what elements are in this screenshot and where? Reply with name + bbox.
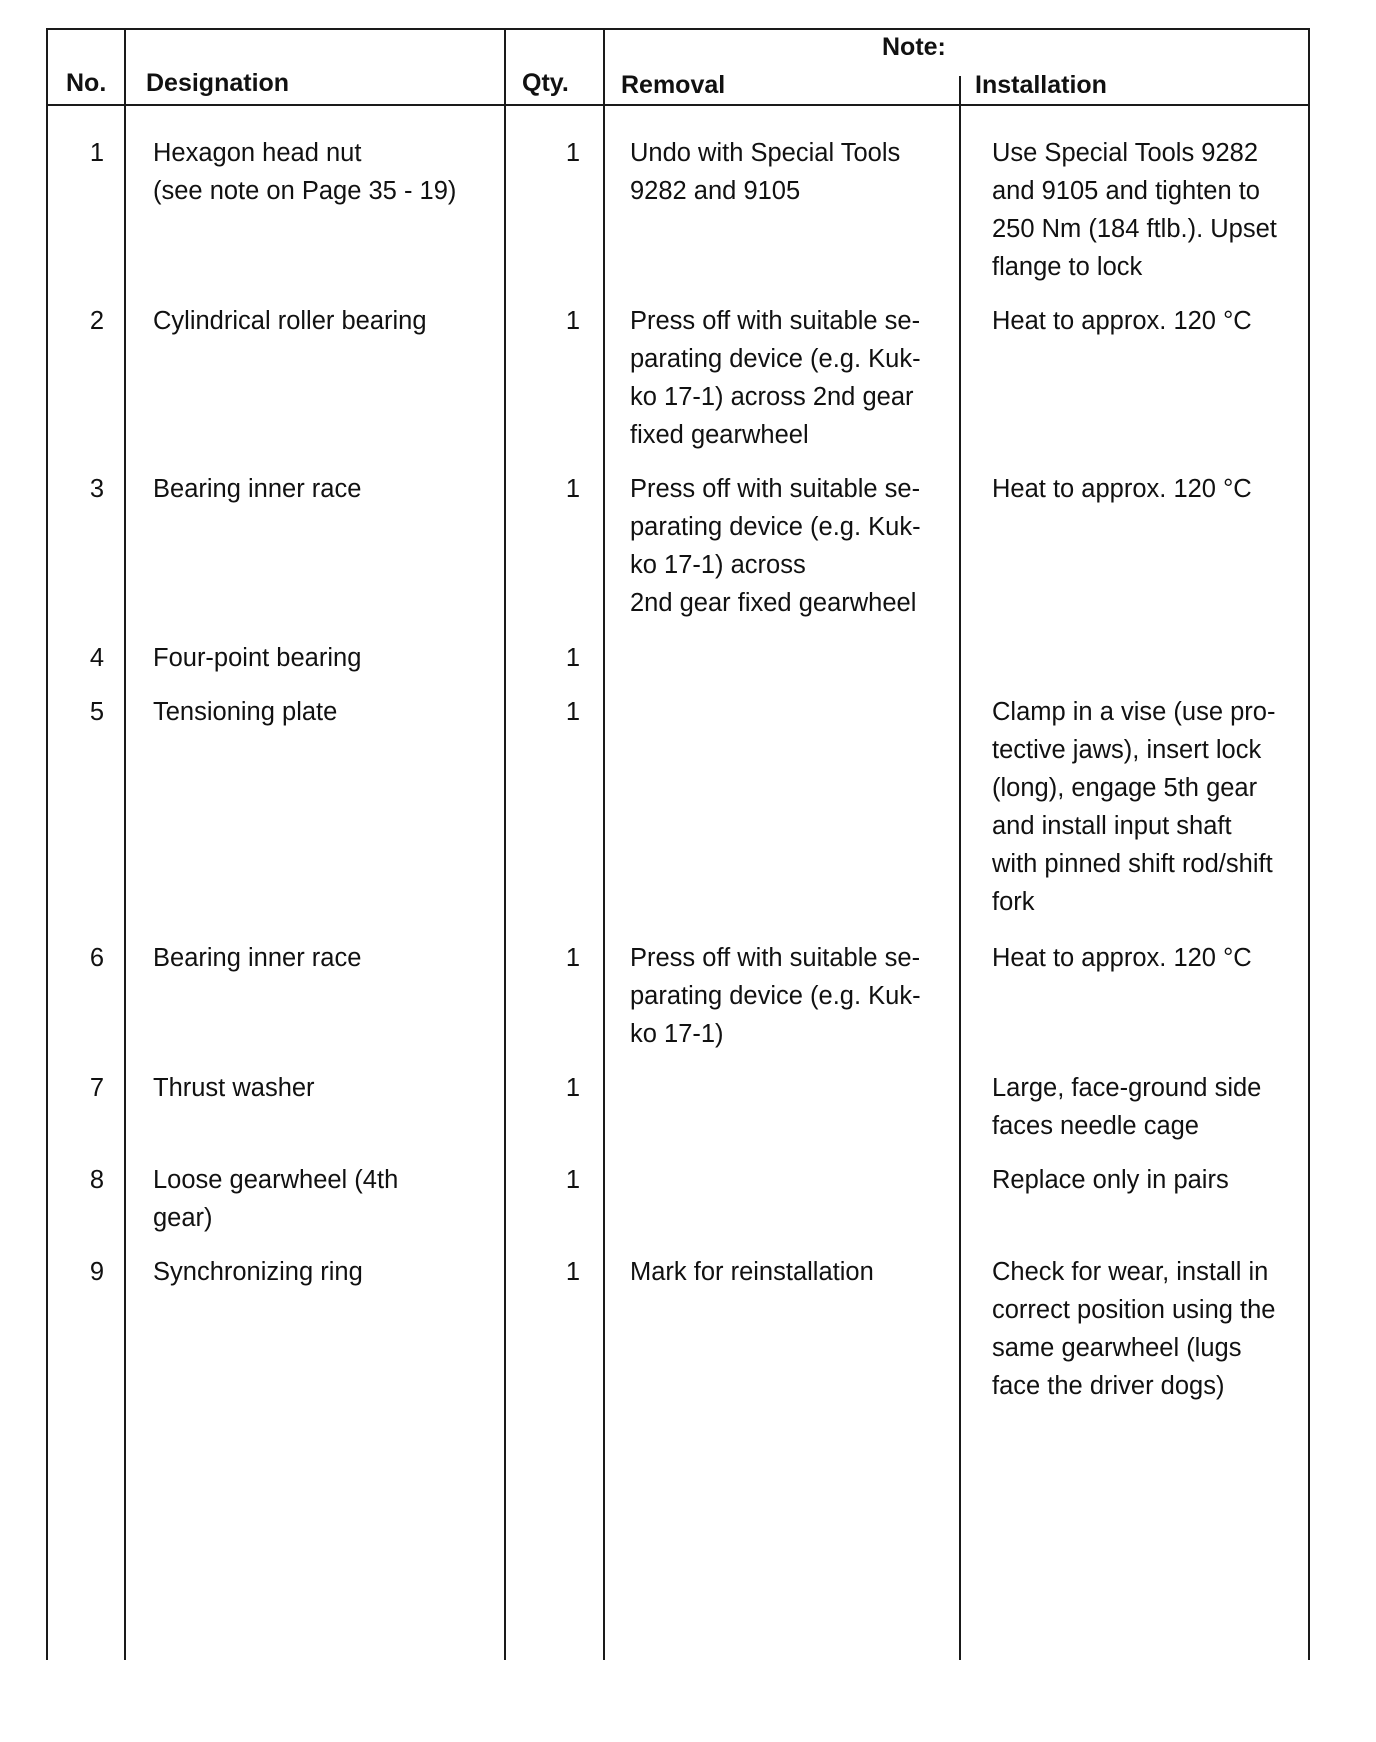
row-designation: Four-point bearing xyxy=(153,644,362,672)
row-removal: Press off with suitable se- parating device (e.g. Kuk- ko 17-1) across 2nd gear fixed gearwheel xyxy=(630,475,921,617)
column-divider-left-edge xyxy=(46,28,48,1660)
row-number: 9 xyxy=(89,1258,104,1286)
row-designation: Bearing inner race xyxy=(153,944,362,972)
row-designation: Synchronizing ring xyxy=(153,1258,363,1286)
row-installation: Check for wear, install in correct position using the same gearwheel (lugs face the driver dogs) xyxy=(992,1258,1276,1400)
row-installation: Use Special Tools 9282 and 9105 and tighten to 250 Nm (184 ftlb.). Upset flange to lock xyxy=(992,139,1277,281)
row-number: 8 xyxy=(89,1166,104,1194)
row-number: 2 xyxy=(89,307,104,335)
header-installation: Installation xyxy=(975,71,1107,99)
row-number: 4 xyxy=(89,644,104,672)
column-divider-right-edge xyxy=(1308,28,1310,1660)
row-removal: Press off with suitable se- parating device (e.g. Kuk- ko 17-1) xyxy=(630,944,921,1048)
row-quantity: 1 xyxy=(565,644,580,672)
row-quantity: 1 xyxy=(565,139,580,167)
row-designation: Tensioning plate xyxy=(153,698,338,726)
header-designation: Designation xyxy=(146,69,290,97)
row-installation: Clamp in a vise (use pro- tective jaws), insert lock (long), engage 5th gear and install input shaft with pinned shift rod/shift fork xyxy=(992,698,1276,916)
row-number: 3 xyxy=(89,475,104,503)
column-divider-qty xyxy=(603,28,605,1660)
table-top-rule xyxy=(46,28,1310,30)
header-note: Note: xyxy=(882,33,946,61)
header-no: No. xyxy=(66,69,107,97)
column-divider-designation xyxy=(504,28,506,1660)
row-installation: Replace only in pairs xyxy=(992,1166,1229,1194)
row-quantity: 1 xyxy=(565,698,580,726)
row-number: 1 xyxy=(89,139,104,167)
row-designation: Bearing inner race xyxy=(153,475,362,503)
column-divider-removal xyxy=(959,76,961,1660)
row-number: 6 xyxy=(89,944,104,972)
row-removal: Mark for reinstallation xyxy=(630,1258,874,1286)
row-quantity: 1 xyxy=(565,1074,580,1102)
row-quantity: 1 xyxy=(565,307,580,335)
header-bottom-rule xyxy=(46,104,1310,106)
row-designation: Thrust washer xyxy=(153,1074,315,1102)
header-removal: Removal xyxy=(621,71,726,99)
row-designation: Hexagon head nut (see note on Page 35 - 19) xyxy=(153,139,457,205)
row-number: 5 xyxy=(89,698,104,726)
row-quantity: 1 xyxy=(565,1258,580,1286)
row-quantity: 1 xyxy=(565,944,580,972)
row-removal: Press off with suitable se- parating device (e.g. Kuk- ko 17-1) across 2nd gear fixed gearwheel xyxy=(630,307,921,449)
header-qty: Qty. xyxy=(522,69,569,97)
row-installation: Heat to approx. 120 °C xyxy=(992,944,1252,972)
row-quantity: 1 xyxy=(565,475,580,503)
row-designation: Cylindrical roller bearing xyxy=(153,307,427,335)
row-number: 7 xyxy=(89,1074,104,1102)
row-removal: Undo with Special Tools 9282 and 9105 xyxy=(630,139,901,205)
row-installation: Heat to approx. 120 °C xyxy=(992,307,1252,335)
row-quantity: 1 xyxy=(565,1166,580,1194)
column-divider-no xyxy=(124,28,126,1660)
row-installation: Heat to approx. 120 °C xyxy=(992,475,1252,503)
row-installation: Large, face-ground side faces needle cage xyxy=(992,1074,1262,1140)
row-designation: Loose gearwheel (4th gear) xyxy=(153,1166,399,1232)
